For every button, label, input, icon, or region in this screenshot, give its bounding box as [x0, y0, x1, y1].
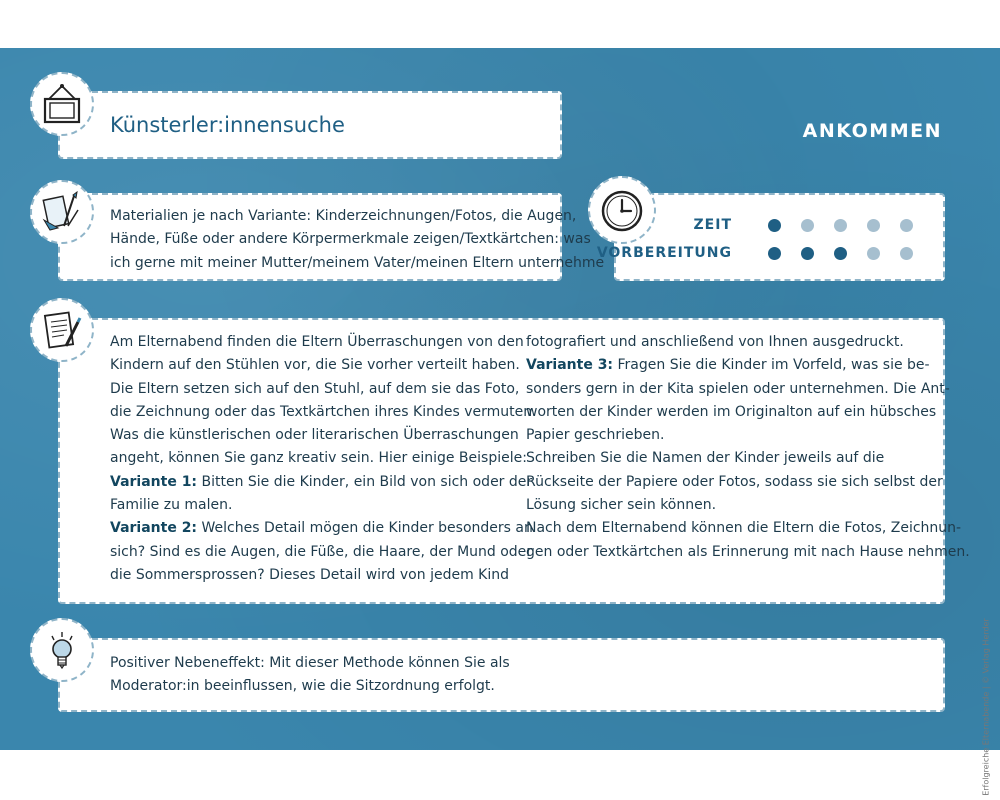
rating-box — [596, 193, 945, 281]
tip-line: Positiver Nebeneffekt: Mit dieser Methode können Sie als — [110, 655, 510, 671]
instructions-line: Am Elternabend finden die Eltern Überraschungen von den — [110, 334, 524, 350]
tip-box — [58, 638, 945, 712]
instructions-left-column — [110, 331, 537, 587]
instructions-box — [58, 318, 970, 604]
variant-3-text: Fragen Sie die Kinder im Vorfeld, was sie be- — [617, 357, 930, 374]
instructions-line: Rückseite der Papiere oder Fotos, sodass sie sich selbst der — [526, 473, 943, 490]
rating-dot — [867, 219, 880, 232]
rating-dot — [834, 219, 847, 232]
rating-vorbereitung-label: VORBEREITUNG — [596, 245, 732, 261]
instructions-line: Schreiben Sie die Namen der Kinder jeweils auf die — [526, 450, 885, 467]
rating-dot — [834, 247, 847, 260]
variant-1-text: Bitten Sie die Kinder, ein Bild von sich oder der — [201, 473, 533, 490]
light-bulb-icon — [30, 618, 94, 682]
picture-frame-icon — [30, 72, 94, 136]
instructions-line: Papier geschrieben. — [526, 427, 665, 444]
art-supplies-icon — [30, 180, 94, 244]
variant-2-text: Welches Detail mögen die Kinder besonders an — [201, 520, 533, 537]
rating-dot — [768, 247, 781, 260]
instructions-line: Kindern auf den Stühlen vor, die Sie vorher verteilt haben. — [110, 357, 520, 374]
materials-line: Materialien je nach Variante: Kinderzeichnungen/Fotos, die Augen, — [110, 208, 577, 224]
rating-dot — [801, 219, 814, 232]
materials-line: ich gerne mit meiner Mutter/meinem Vater/meinen Eltern unternehme — [110, 254, 605, 271]
rating-dot — [900, 247, 913, 260]
rating-dot — [900, 219, 913, 232]
instructions-line — [110, 471, 537, 494]
instructions-line: worten der Kinder werden im Originalton auf ein hübsches — [526, 403, 937, 420]
materials-box — [58, 193, 605, 281]
instructions-line — [526, 354, 970, 377]
instructions-line: Nach dem Elternabend können die Eltern die Fotos, Zeichnun- — [526, 520, 962, 537]
instructions-line: Lösung sicher sein können. — [526, 497, 717, 514]
instructions-line: die Sommersprossen? Dieses Detail wird von jedem Kind — [110, 566, 509, 583]
rating-zeit-label: ZEIT — [693, 217, 732, 233]
variant-3-label: Variante 3: — [526, 357, 614, 374]
instructions-line: Die Eltern setzen sich auf den Stuhl, auf dem sie das Foto, — [110, 380, 520, 397]
category-label: ANKOMMEN — [802, 120, 942, 142]
credit-text: Erfolgreiche Elternabende | © Verlag Herder — [981, 618, 991, 796]
method-card — [0, 48, 1000, 796]
instructions-line: fotografiert und anschließend von Ihnen ausgedruckt. — [526, 334, 904, 350]
materials-line: Hände, Füße oder andere Körpermerkmale zeigen/Textkärtchen: was — [110, 231, 591, 248]
rating-dot — [801, 247, 814, 260]
page-title: Künsterler:innensuche — [110, 113, 345, 137]
instructions-line: sich? Sind es die Augen, die Füße, die Haare, der Mund oder — [110, 543, 533, 560]
clock-icon — [588, 176, 656, 244]
tip-line: Moderator:in beeinflussen, wie die Sitzordnung erfolgt. — [110, 678, 495, 695]
instructions-line: angeht, können Sie ganz kreativ sein. Hier einige Beispiele: — [110, 450, 527, 467]
instructions-line: Was die künstlerischen oder literarischen Überraschungen — [110, 427, 519, 444]
rating-vorbereitung — [597, 243, 913, 263]
instructions-line: Familie zu malen. — [110, 497, 233, 514]
variant-1-label: Variante 1: — [110, 473, 198, 490]
instructions-line: gen oder Textkärtchen als Erinnerung mit nach Hause nehmen. — [526, 543, 970, 560]
instructions-right-column — [526, 331, 970, 564]
instructions-line — [110, 517, 537, 540]
rating-dot — [768, 219, 781, 232]
title-box — [58, 91, 562, 159]
instructions-line: die Zeichnung oder das Textkärtchen ihres Kindes vermuten. — [110, 403, 537, 420]
rating-dot — [867, 247, 880, 260]
variant-2-label: Variante 2: — [110, 520, 198, 537]
instructions-line: sonders gern in der Kita spielen oder unternehmen. Die Ant- — [526, 380, 950, 397]
rating-zeit — [694, 215, 913, 235]
notepad-pencil-icon — [30, 298, 94, 362]
